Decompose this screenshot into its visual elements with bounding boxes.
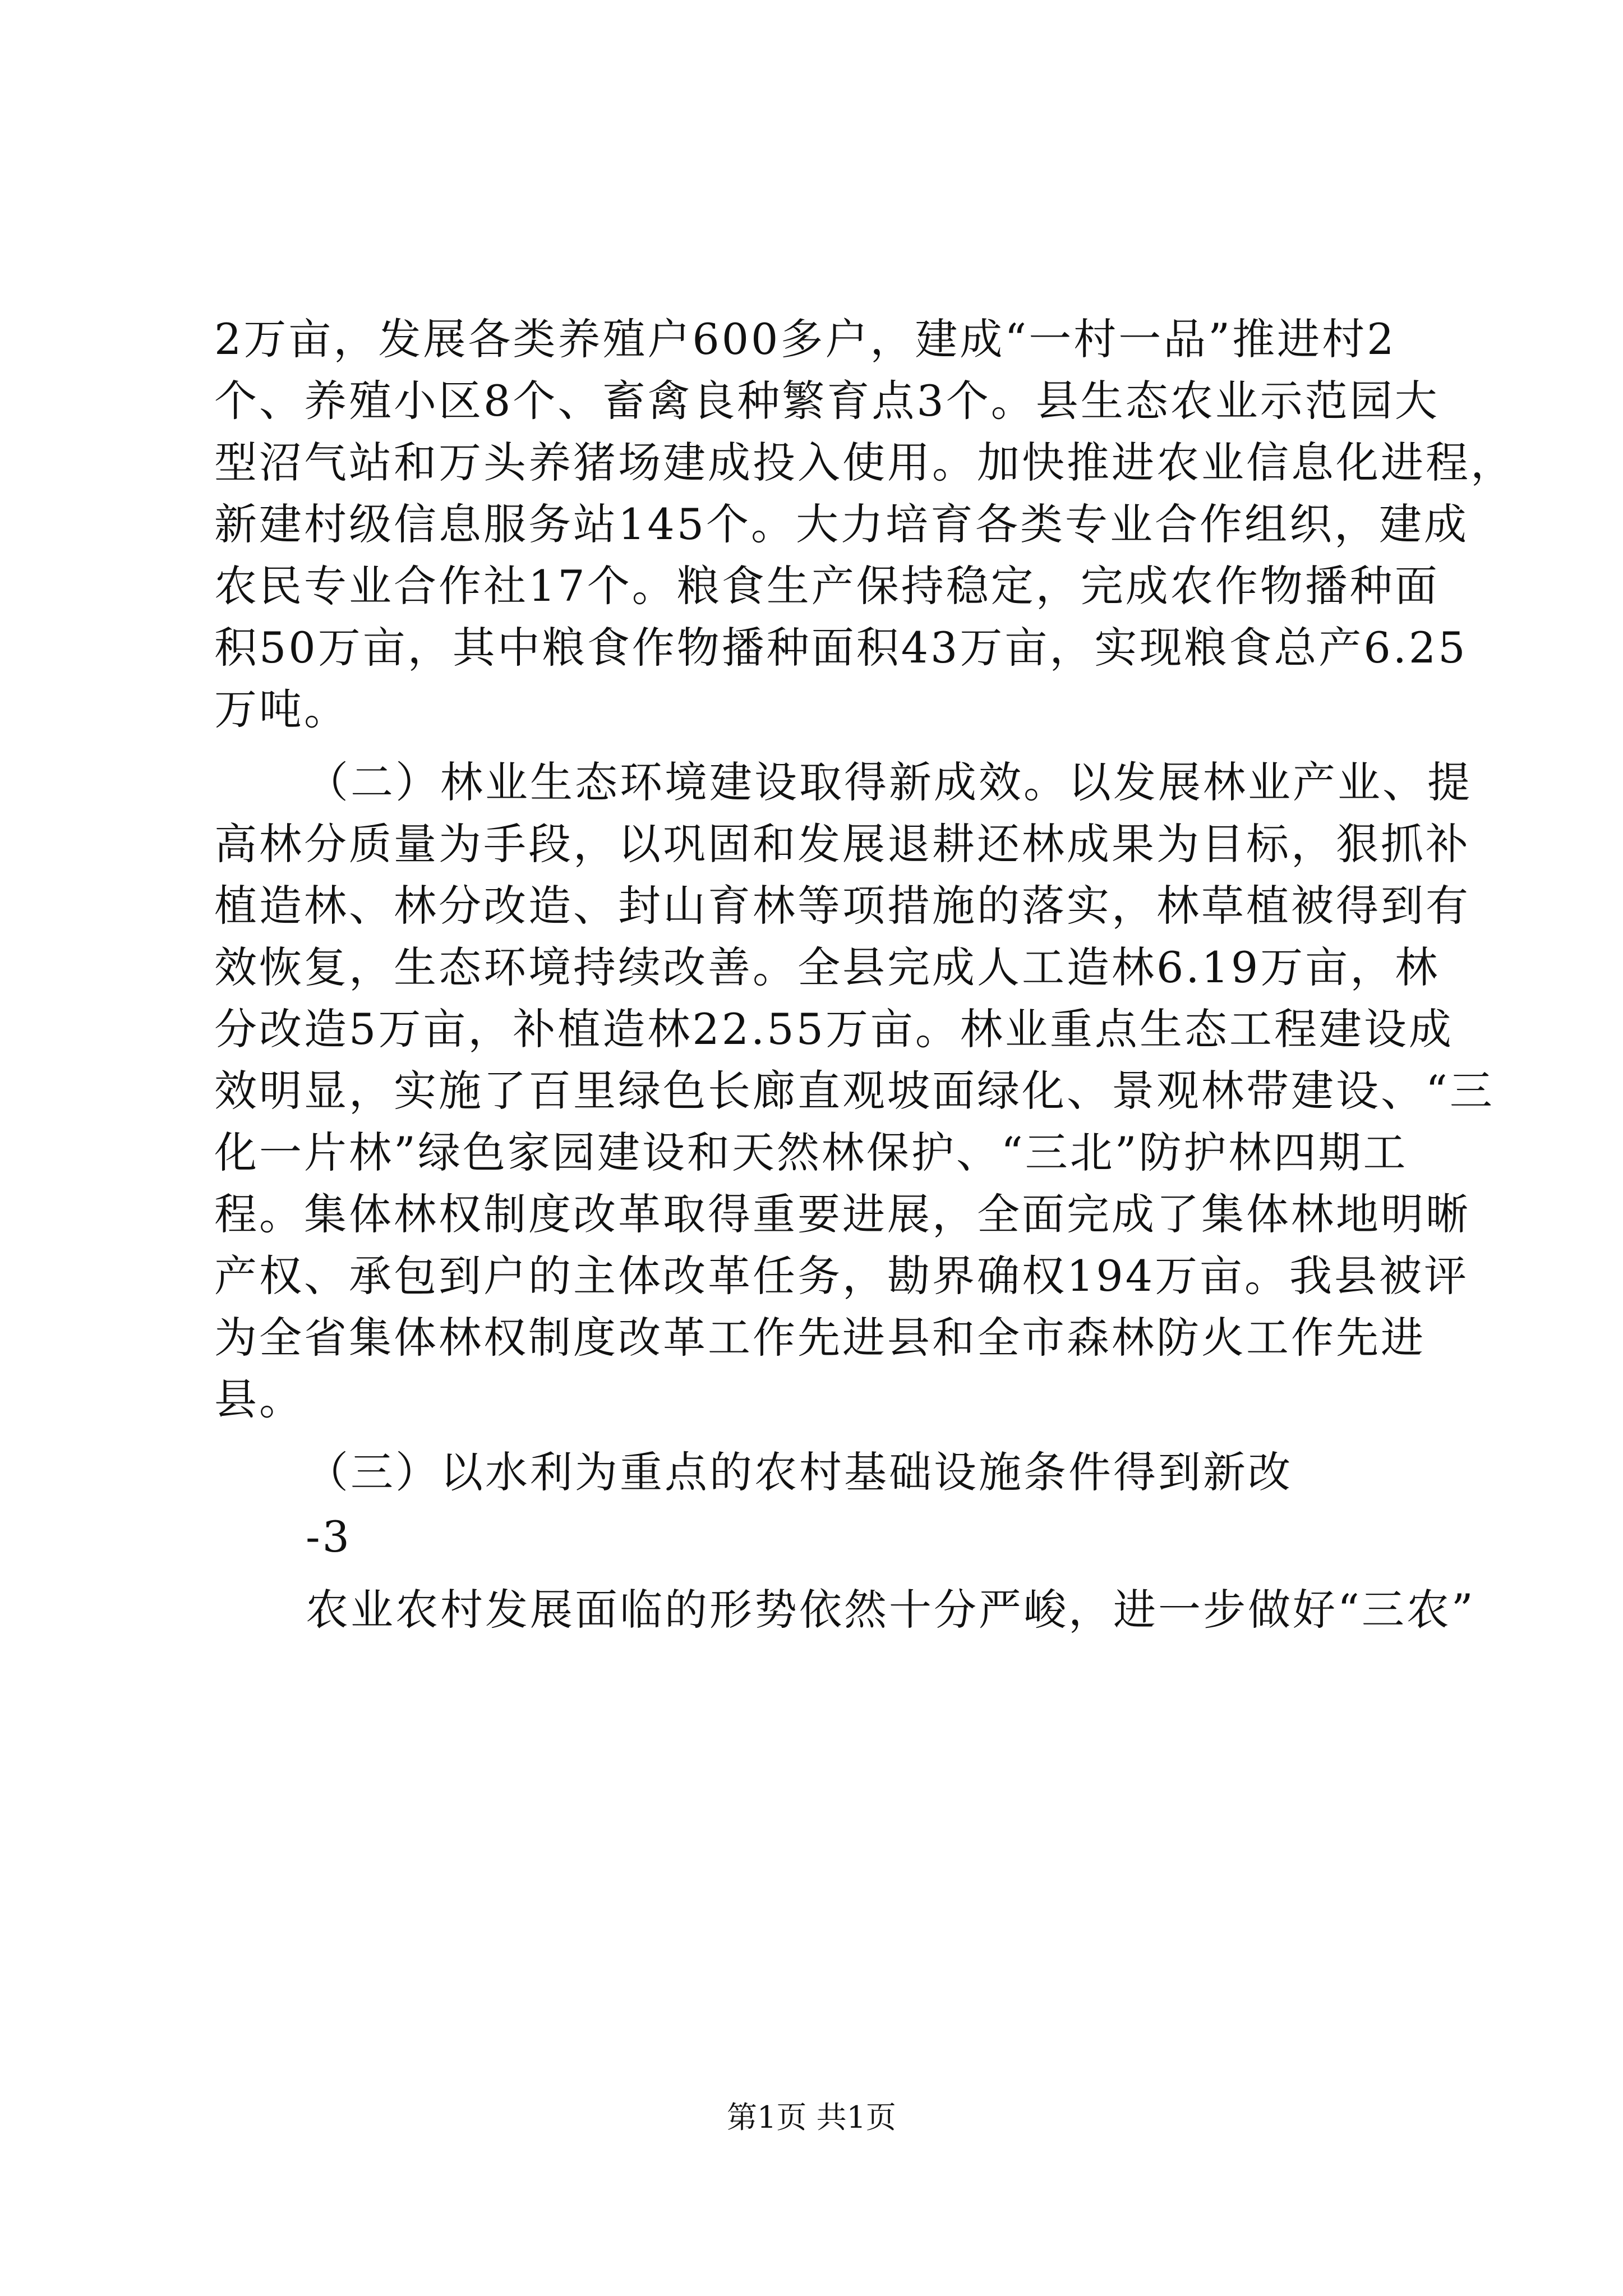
text-line: 县。 [214, 1374, 304, 1424]
text-line: 产权、承包到户的主体改革任务，勘界确权194万亩。我县被评 [214, 1251, 1469, 1301]
text-line: 个、养殖小区8个、畜禽良种繁育点3个。县生态农业示范园大 [214, 376, 1440, 426]
text-line: 农民专业合作社17个。粮食生产保持稳定，完成农作物播种面 [214, 561, 1440, 611]
text-line: 万吨。 [214, 684, 349, 734]
text-line: 植造林、林分改造、封山育林等项措施的落实，林草植被得到有 [214, 881, 1470, 931]
section-heading-line: （三）以水利为重点的农村基础设施条件得到新改 [306, 1447, 1293, 1497]
section-heading-line: （二）林业生态环境建设取得新成效。以发展林业产业、提 [306, 757, 1472, 807]
text-line: 新建村级信息服务站145个。大力培育各类专业合作组织，建成 [214, 499, 1469, 549]
text-line: 分改造5万亩，补植造林22.55万亩。林业重点生态工程建设成 [214, 1004, 1454, 1054]
text-line: 型沼气站和万头养猪场建成投入使用。加快推进农业信息化进程， [214, 438, 1515, 487]
text-line: 为全省集体林权制度改革工作先进县和全市森林防火工作先进 [214, 1313, 1426, 1363]
page-footer: 第1页 共1页 [727, 2100, 896, 2135]
text-line: 效明显，实施了百里绿色长廊直观坡面绿化、景观林带建设、“三 [214, 1066, 1495, 1116]
text-line: 2万亩，发展各类养殖户600多户，建成“一村一品”推进村2 [214, 314, 1396, 364]
text-line: 农业农村发展面临的形势依然十分严峻，进一步做好“三农” [306, 1585, 1476, 1635]
text-line: 高林分质量为手段，以巩固和发展退耕还林成果为目标，狠抓补 [214, 819, 1470, 869]
text-line: 效恢复，生态环境持续改善。全县完成人工造林6.19万亩，林 [214, 942, 1440, 992]
page-marker: -3 [306, 1512, 352, 1562]
text-line: 积50万亩，其中粮食作物播种面积43万亩，实现粮食总产6.25 [214, 623, 1468, 673]
text-line: 程。集体林权制度改革取得重要进展，全面完成了集体林地明晰 [214, 1189, 1470, 1239]
text-line: 化一片林”绿色家园建设和天然林保护、“三北”防护林四期工 [214, 1128, 1408, 1177]
